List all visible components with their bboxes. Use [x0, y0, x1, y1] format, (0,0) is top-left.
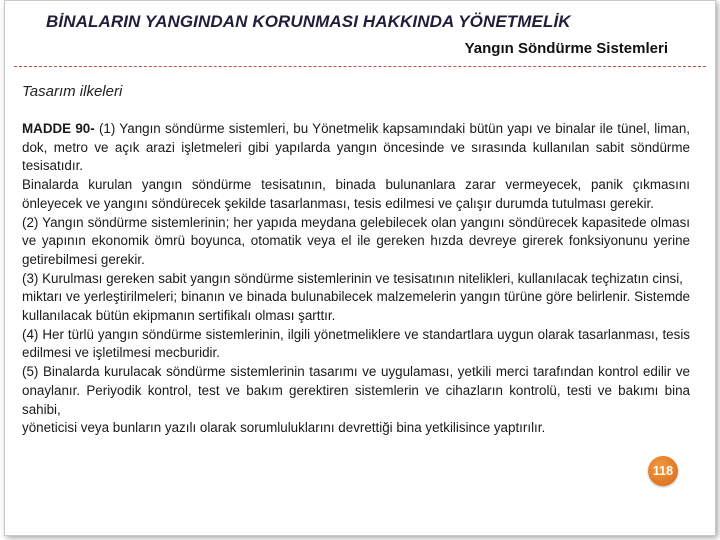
paragraph-1-text: (1) Yangın söndürme sistemleri, bu Yönetmelik kapsamındaki bütün yapı ve binalar ile tünel, liman, dok, metro ve açık arazi işletmeleri gibi yapılarda yangın öncesinde ve sırasında kullanılan sabit söndürme tesisatıdır.: [22, 121, 691, 174]
paragraph-7: (5) Binalarda kurulacak söndürme sistemlerinin tasarımı ve uygulaması, yetkili merci tarafından kontrol edilir ve onaylanır. Periyodik kontrol, test ve bakım gerektiren sistemlerin ve cihazların kontrolü, testi ve bakımı bina sahibi,: [22, 364, 690, 417]
paragraph-1: [22, 120, 690, 176]
paragraph-8: yöneticisi veya bunların yazılı olarak sorumluluklarını devrettiği bina yetkilisince yaptırılır.: [22, 420, 546, 436]
page-subtitle: Yangın Söndürme Sistemleri: [464, 40, 668, 57]
page-title: BİNALARIN YANGINDAN KORUNMASI HAKKINDA YÖNETMELİK: [46, 12, 571, 31]
paragraph-3: (2) Yangın söndürme sistemlerinin; her yapıda meydana gelebilecek olan yangını söndürecek kapasitede olması ve yapının ekonomik ömrü boyunca, otomatik veya el ile gereken hızda devreye girerek fonksiyonunu yerine getirebilmesi gerekir.: [22, 214, 690, 267]
section-title: Tasarım ilkeleri: [22, 83, 123, 100]
page-number-badge: 118: [648, 456, 678, 486]
paragraph-6: (4) Her türlü yangın söndürme sistemlerinin, ilgili yönetmeliklere ve standartlara uygun olarak tasarlanması, tesis edilmesi ve işletilmesi mecburidir.: [22, 326, 690, 361]
paragraph-4: (3) Kurulması gereken sabit yangın söndürme sistemlerinin ve tesisatının nitelikleri, kullanılacak teçhizatın cinsi,: [22, 270, 683, 286]
header-divider: [14, 66, 706, 67]
article-lead: MADDE 90-: [22, 121, 95, 136]
paragraph-2: Binalarda kurulan yangın söndürme tesisatının, binada bulunanlara zarar vermeyecek, panik çıkmasını önleyecek ve yangını söndürecek şekilde tasarlanması, tesis edilmesi ve çalışır durumda tutulması gerekir.: [22, 177, 690, 211]
article-body: [22, 120, 690, 438]
paragraph-5: miktarı ve yerleştirilmeleri; binanın ve binada bulunabilecek malzemelerin yangın türüne göre belirlenir. Sistemde kullanılacak bütün ekipmanın sertifikalı olması şarttır.: [22, 289, 690, 324]
